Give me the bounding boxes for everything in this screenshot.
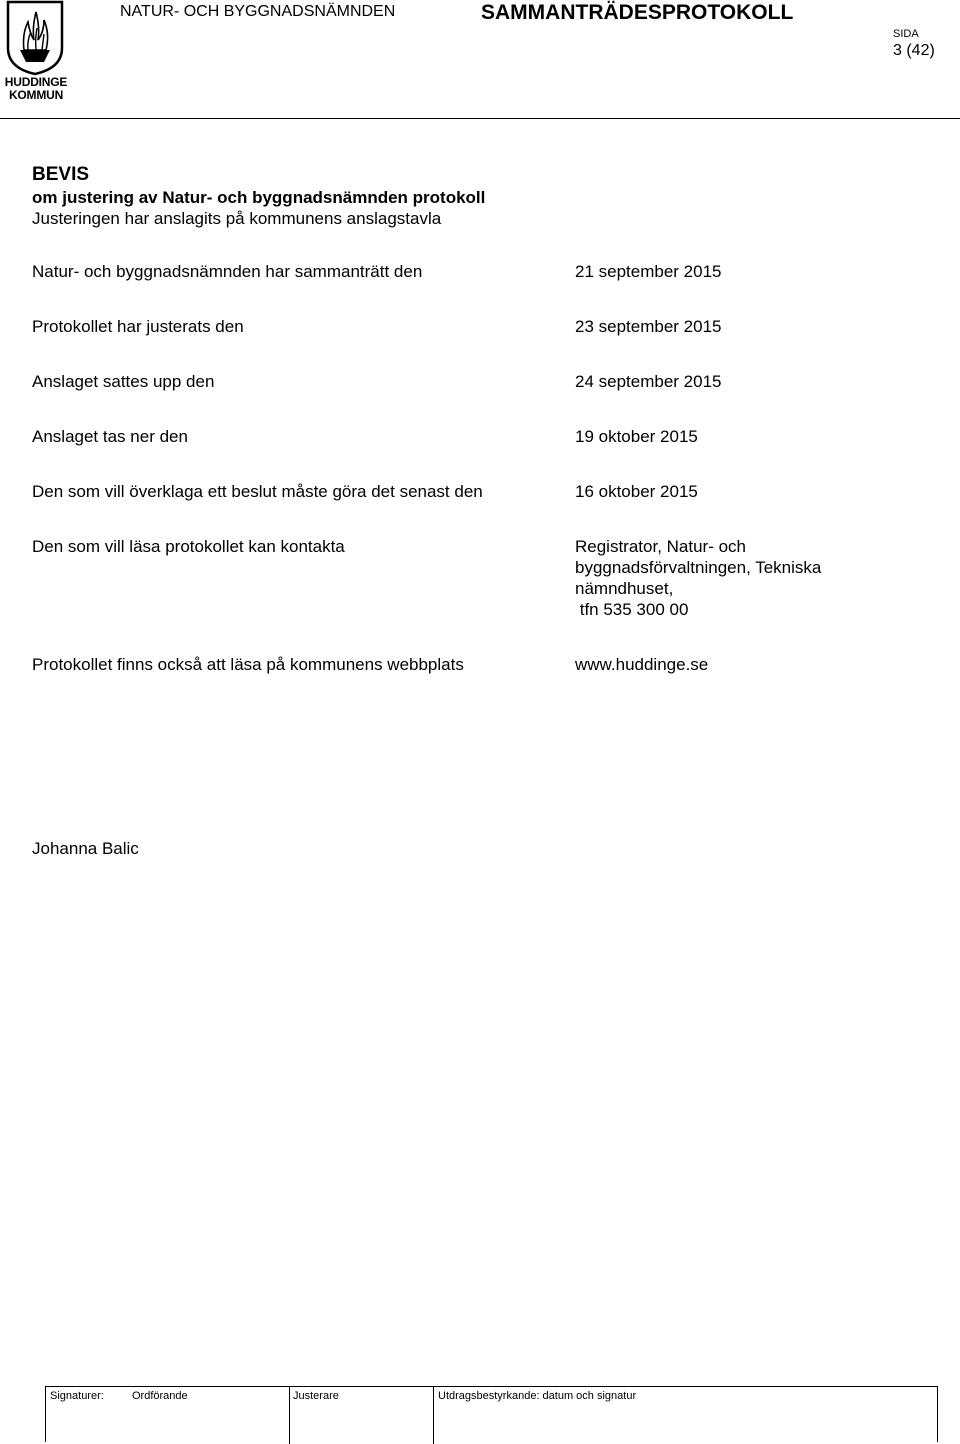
signature-box-divider bbox=[289, 1386, 290, 1444]
logo-line-2: KOMMUN bbox=[8, 88, 64, 102]
contact-value bbox=[575, 536, 821, 620]
appeal-deadline-label: Den som vill överklaga ett beslut måste göra det senast den bbox=[32, 482, 483, 501]
meeting-date-value: 21 september 2015 bbox=[575, 262, 722, 281]
logo-wordmark bbox=[0, 76, 72, 102]
posting-notice: Justeringen har anslagits på kommunens anslagstavla bbox=[32, 209, 442, 228]
adjusted-date-value: 23 september 2015 bbox=[575, 317, 722, 336]
contact-line: byggnadsförvaltningen, Tekniska bbox=[575, 558, 822, 577]
signer-name: Johanna Balic bbox=[32, 839, 139, 858]
committee-name: NATUR- OCH BYGGNADSNÄMNDEN bbox=[120, 3, 396, 20]
contact-line: Registrator, Natur- och bbox=[575, 537, 747, 556]
coat-of-arms-icon bbox=[0, 0, 70, 76]
contact-line: nämndhuset, bbox=[575, 579, 674, 598]
meeting-date-label: Natur- och byggnadsnämnden har sammanträtt den bbox=[32, 262, 423, 281]
posted-date-value: 24 september 2015 bbox=[575, 372, 722, 391]
page-number: 3 (42) bbox=[893, 42, 935, 59]
logo-line-1: HUDDINGE bbox=[4, 75, 68, 89]
header-divider bbox=[0, 118, 960, 119]
appeal-deadline-value: 16 oktober 2015 bbox=[575, 482, 698, 501]
signatures-label: Signaturer: bbox=[50, 1390, 104, 1402]
extract-certification-field: Utdragsbestyrkande: datum och signatur bbox=[438, 1390, 637, 1402]
contact-label: Den som vill läsa protokollet kan kontakta bbox=[32, 537, 345, 556]
website-link[interactable]: www.huddinge.se bbox=[575, 655, 709, 674]
contact-phone: tfn 535 300 00 bbox=[575, 600, 689, 619]
removal-date-value: 19 oktober 2015 bbox=[575, 427, 698, 446]
chair-signature-field: Ordförande bbox=[132, 1390, 188, 1402]
signature-box-divider bbox=[433, 1386, 434, 1444]
document-type: SAMMANTRÄDESPROTOKOLL bbox=[481, 1, 794, 24]
adjusted-date-label: Protokollet har justerats den bbox=[32, 317, 244, 336]
adjuster-signature-field: Justerare bbox=[293, 1390, 339, 1402]
certificate-subtitle: om justering av Natur- och byggnadsnämnden protokoll bbox=[32, 188, 486, 207]
certificate-title: BEVIS bbox=[32, 164, 90, 185]
website-label: Protokollet finns också att läsa på kommunens webbplats bbox=[32, 655, 464, 674]
page-label: SIDA bbox=[893, 28, 919, 40]
posted-date-label: Anslaget sattes upp den bbox=[32, 372, 215, 391]
removal-date-label: Anslaget tas ner den bbox=[32, 427, 188, 446]
